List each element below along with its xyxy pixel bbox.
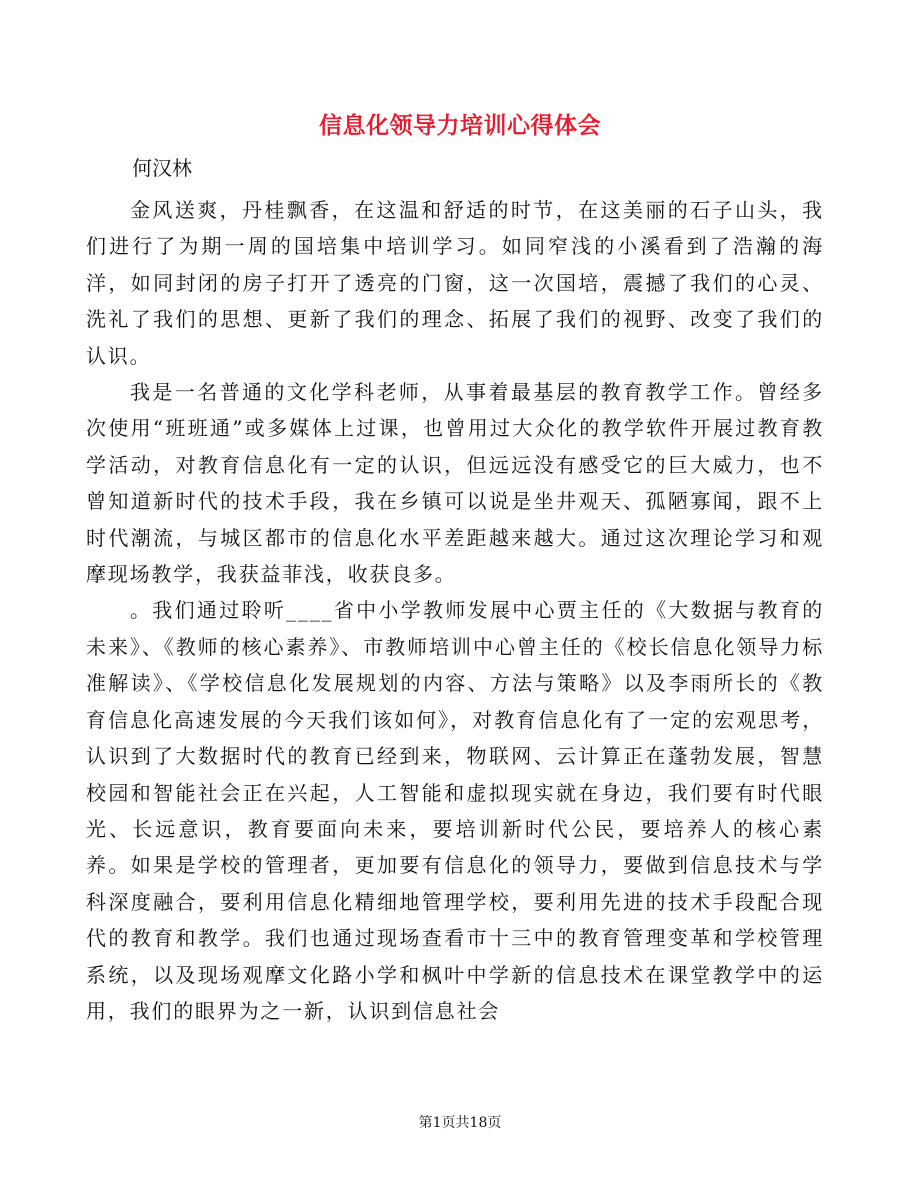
paragraph-1: 金风送爽，丹桂飘香，在这温和舒适的时节，在这美丽的石子山头，我们进行了为期一周的国培集中培训学习。如同窄浅的小溪看到了浩瀚的海洋，如同封闭的房子打开了透亮的门窗，这一次国培，震撼了我们的心灵、洗礼了我们的思想、更新了我们的理念、拓展了我们的视野、改变了我们的认识。 xyxy=(86,198,824,368)
document-author: 何汉林 xyxy=(132,156,192,180)
document-title: 信息化领导力培训心得体会 xyxy=(319,112,601,139)
page-number-footer: 第1页共18页 xyxy=(418,1115,502,1131)
paragraph-3: 。我们通过聆听____省中小学教师发展中心贾主任的《大数据与教育的未来》、《教师的核心素养》、市教师培训中心曾主任的《校长信息化领导力标准解读》、《学校信息化发展规划的内容、方法与策略》以及李雨所长的《教育信息化高速发展的今天我们该如何》，对教育信息化有了一定的宏观思考，认识到了大数据时代的教育已经到来，物联网、云计算正在蓬勃发展，智慧校园和智能社会正在兴起，人工智能和虚拟现实就在身边，我们要有时代眼光、长远意识，教育要面向未来，要培训新时代公民，要培养人的核心素养。如果是学校的管理者，更加要有信息化的领导力，要做到信息技术与学科深度融合，要利用信息化精细地管理学校，要利用先进的技术手段配合现代的教育和教学。我们也通过现场查看市十三中的教育管理变革和学校管理系统，以及现场观摩文化路小学和枫叶中学新的信息技术在课堂教学中的运用，我们的眼界为之一新，认识到信息社会 xyxy=(86,598,824,1023)
document-body xyxy=(86,192,824,1029)
paragraph-2: 我是一名普通的文化学科老师，从事着最基层的教育教学工作。曾经多次使用“班班通”或多媒体上过课，也曾用过大众化的教学软件开展过教育教学活动，对教育信息化有一定的认识，但远远没有感受它的巨大威力，也不曾知道新时代的技术手段，我在乡镇可以说是坐井观天、孤陋寡闻，跟不上时代潮流，与城区都市的信息化水平差距越来越大。通过这次理论学习和观摩现场教学，我获益菲浅，收获良多。 xyxy=(86,380,824,587)
